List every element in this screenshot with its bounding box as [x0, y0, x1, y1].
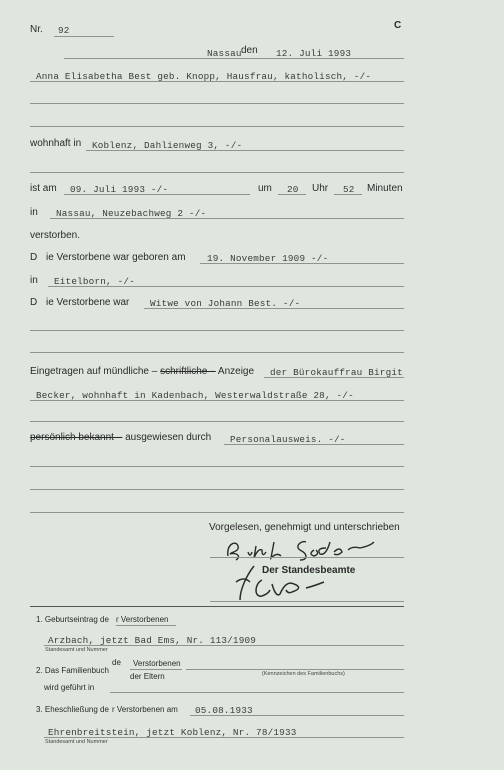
divider [30, 512, 404, 513]
footer-2-label: 2. Das Familienbuch [36, 666, 109, 675]
footer-2-eltern: der Eltern [130, 672, 165, 681]
ist-am-label: ist am [30, 183, 57, 194]
footer-2-de: de [112, 658, 121, 667]
informant-line-1: der Bürokauffrau Birgit [270, 367, 403, 378]
struck-text: persönlich bekannt – [30, 432, 123, 443]
minuten-label: Minuten [367, 183, 403, 194]
footer-1-label: 1. Geburtseintrag de [36, 615, 109, 624]
form-letter: C [394, 20, 402, 31]
birth-date: 19. November 1909 -/- [207, 253, 329, 264]
divider [86, 150, 404, 151]
divider [44, 645, 404, 646]
ausgewiesen-value: Personalausweis. -/- [230, 434, 346, 445]
footer-2-kennzeichen: (Kennzeichen des Familienbuchs) [262, 671, 345, 677]
divider [30, 103, 404, 104]
uhr-label: Uhr [312, 183, 329, 194]
divider [130, 669, 182, 670]
divider [210, 601, 404, 602]
divider [210, 557, 404, 558]
divider [50, 218, 404, 219]
divider [278, 194, 306, 195]
wohnhaft-value: Koblenz, Dahlienweg 3, -/- [92, 140, 243, 151]
wohnhaft-label: wohnhaft in [30, 138, 82, 149]
divider [144, 308, 404, 309]
divider [30, 352, 404, 353]
minute-value: 52 [343, 184, 355, 195]
footer-3-suffix: r Verstorbenen am [112, 705, 178, 714]
hour-value: 20 [287, 184, 299, 195]
footer-3-caption: Standesamt und Nummer [45, 739, 108, 745]
footer-1-caption: Standesamt und Nummer [45, 647, 108, 653]
divider [30, 330, 404, 331]
person-value: Anna Elisabetha Best geb. Knopp, Hausfrau, katholisch, -/- [36, 71, 372, 82]
footer-3-value: Ehrenbreitstein, jetzt Koblenz, Nr. 78/1933 [48, 727, 297, 738]
divider [30, 421, 404, 422]
official-signature [232, 562, 342, 606]
ausgewiesen-label: persönlich bekannt – ausgewiesen durch [30, 432, 212, 443]
status-prefix: D [30, 297, 38, 308]
footer-3-date: 05.08.1933 [195, 705, 253, 716]
born-label: ie Verstorbene war geboren am [46, 252, 186, 263]
death-place: Nassau, Neuzebachweg 2 -/- [56, 208, 207, 219]
footer-1-value: Arzbach, jetzt Bad Ems, Nr. 113/1909 [48, 635, 257, 646]
vorgelesen-text: Vorgelesen, genehmigt und unterschrieben [209, 522, 400, 533]
divider [44, 737, 404, 738]
standesbeamte-label: Der Standesbeamte [262, 565, 356, 576]
divider [116, 625, 176, 626]
nr-value: 92 [58, 25, 70, 36]
divider [200, 263, 404, 264]
um-label: um [258, 183, 272, 194]
eingetragen-label: Eingetragen auf mündliche – schriftliche – Anzeige [30, 366, 255, 377]
status-value: Witwe von Johann Best. -/- [150, 298, 301, 309]
footer-2-gefuehrt: wird geführt in [44, 683, 95, 692]
divider [30, 489, 404, 490]
divider [64, 194, 250, 195]
informant-line-2: Becker, wohnhaft in Kadenbach, Westerwaldstraße 28, -/- [36, 390, 354, 401]
divider [30, 126, 404, 127]
in-label: in [30, 207, 38, 218]
divider [30, 606, 404, 607]
divider [110, 692, 404, 693]
footer-2-verstorbenen: Verstorbenen [133, 659, 181, 668]
divider [264, 377, 404, 378]
divider [334, 194, 362, 195]
divider [48, 286, 404, 287]
divider [224, 444, 404, 445]
verstorben-text: verstorben. [30, 230, 81, 241]
divider [30, 81, 404, 82]
place-value: Nassau [207, 48, 242, 59]
nr-label: Nr. [30, 24, 43, 35]
in-label-2: in [30, 275, 38, 286]
status-label: ie Verstorbene war [46, 297, 130, 308]
footer-1-suffix: r Verstorbenen [116, 615, 169, 624]
birth-place: Eitelborn, -/- [54, 276, 135, 287]
divider [30, 400, 404, 401]
divider [30, 172, 404, 173]
record-date: 12. Juli 1993 [276, 48, 352, 59]
divider [30, 466, 404, 467]
divider [186, 669, 404, 670]
footer-3-label: 3. Eheschließung de [36, 705, 109, 714]
death-date: 09. Juli 1993 -/- [70, 184, 169, 195]
divider [64, 58, 404, 59]
divider [54, 36, 114, 37]
struck-text: schriftliche – [160, 366, 216, 377]
den-label: den [241, 45, 258, 56]
born-prefix: D [30, 252, 38, 263]
divider [190, 715, 404, 716]
